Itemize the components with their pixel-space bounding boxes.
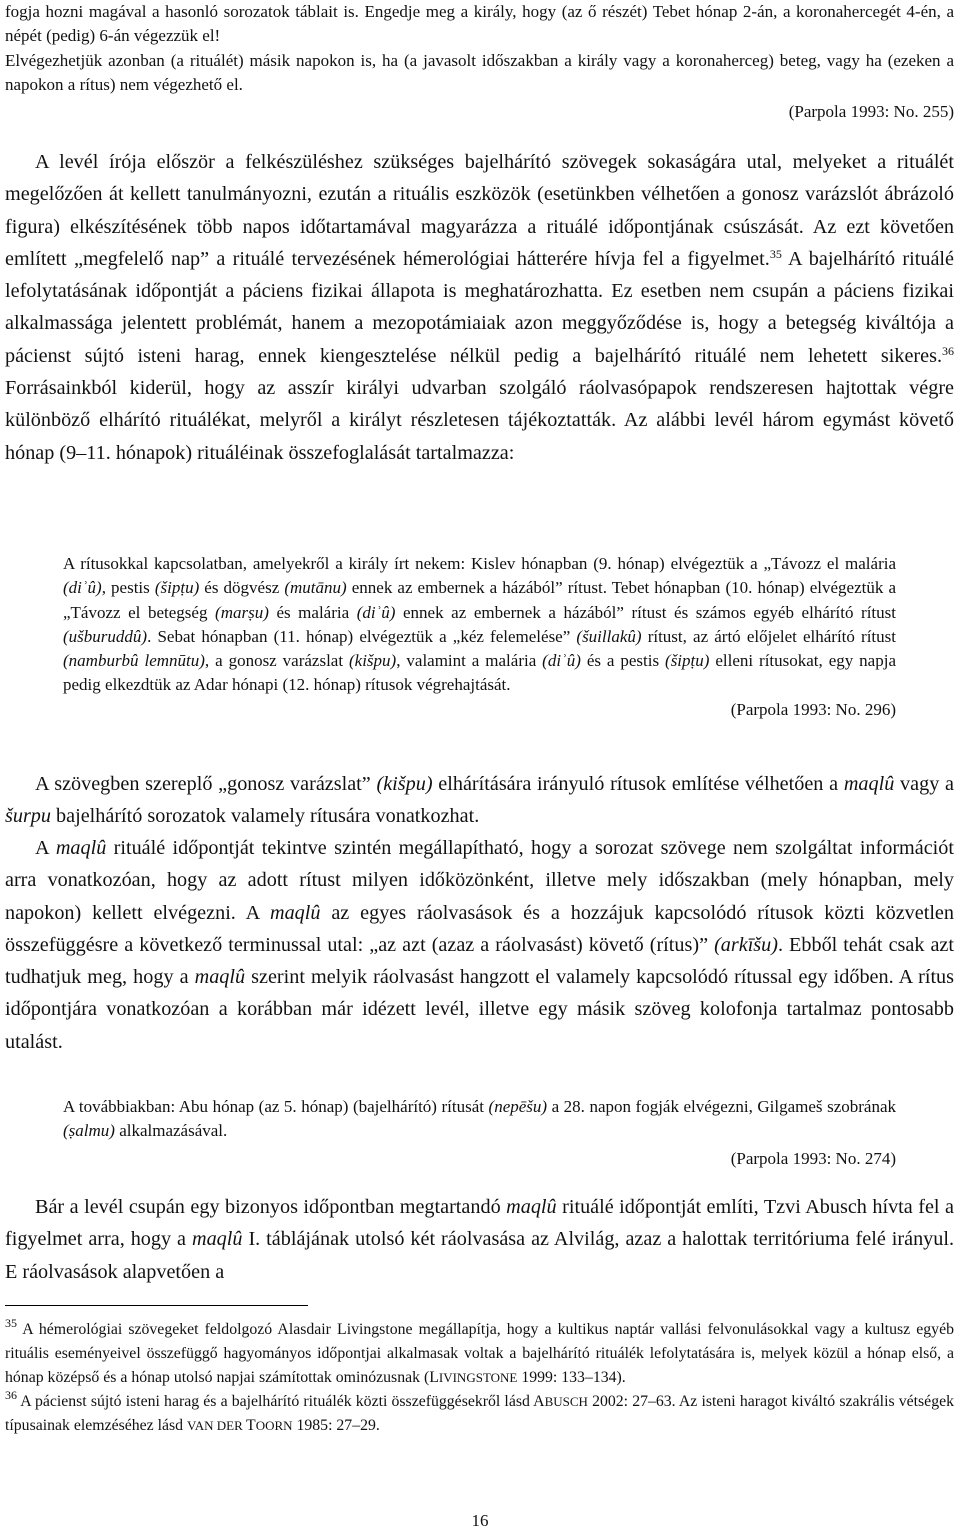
footnote-number-35: 35	[5, 1316, 17, 1330]
top-quote-citation: (Parpola 1993: No. 255)	[788, 101, 954, 121]
letter-quote-274	[63, 1095, 896, 1171]
paragraph-1-part-a: A levél írója először a felkészüléshez szükséges bajelhárító szövegek sokaságára utal, melyeket a rituálét megelőzően át kellett tanulmányozni, ezután a rituális eszközök (esetünkben vélhetően a gonosz varázslót ábrázoló figura) elkészítésének több napos időtartamával magyarázza a rituálé időpontjának csúszását. Az ezt követően említett „megfelelő nap” a rituálé tervezésének hémerológiai hátterére hívja fel a figyelmet.	[5, 151, 954, 270]
page-number: 16	[471, 1511, 489, 1530]
footnote-ref-35[interactable]: 35	[769, 246, 782, 261]
paragraph-2: A szövegben szereplő „gonosz varázslat” (kišpu) elhárítására irányuló rítusok említése vélhetően a maqlû vagy a šurpu bajelhárító sorozatok valamely rítusára vonatkozhat.	[5, 773, 954, 828]
top-quote-text-2: Elvégezhetjük azonban (a rituálét) másik napokon is, ha (a javasolt időszakban a király vagy a koronaherceg) beteg, vagy ha (ezeken a napokon a rítus) nem végezhető el.	[5, 50, 954, 95]
paragraph-3: A maqlû rituálé időpontját tekintve szintén megállapítható, hogy a sorozat szövege nem szolgáltat információt arra vonatkozóan, hogy az adott rítust milyen időközönként, illetve mely időszakban (mely hónapban, mely napokon) kellett elvégezni. A maqlû az egyes ráolvasások és a hozzájuk kapcsolódó rítusok közti közvetlen összefüggésre a következő terminussal utal: „az azt (azaz a ráolvasást) követő (rítus)” (arkīšu). Ebből tehát csak azt tudhatjuk meg, hogy a maqlû szerint melyik ráolvasást hangzott el valamely kapcsolódó rítussal egy időben. A rítus időpontjára vonatkozóan a korábban már idézett levél, illetve egy másik szöveg kolofonja tartalmaz pontosabb utalást.	[5, 837, 954, 1053]
paragraph-4: Bár a levél csupán egy bizonyos időpontban megtartandó maqlû rituálé időpontját említi, Tzvi Abusch hívta fel a figyelmet arra, hogy a maqlû I. táblájának utolsó két ráolvasása az Alvilág, azaz a halottak territóriuma felé irányul. E ráolvasások alapvetően a	[5, 1196, 955, 1283]
paragraph-1	[5, 146, 954, 469]
footnote-ref-36[interactable]: 36	[942, 343, 954, 358]
letter-quote-296	[63, 552, 896, 722]
paragraph-1-part-c: Forrásainkból kiderül, hogy az asszír királyi udvarban szolgáló ráolvasópapok rendszeresen hajtottak végre különböző elhárító rituálékat, melyről a királyt részletesen tájékoztatták. Az alábbi levél három egymást követő hónap (9–11. hónapok) rituáléinak összefoglalását tartalmazza:	[5, 377, 954, 464]
footnotes	[5, 1318, 954, 1438]
letter-quote-274-citation: (Parpola 1993: No. 274)	[730, 1148, 896, 1168]
letter-quote-296-citation: (Parpola 1993: No. 296)	[730, 699, 896, 719]
paragraph-1-part-b: A bajelhárító rituálé lefolytatásának időpontját a páciens fizikai állapota is meghatározhatta. Ez esetben nem csupán a páciens fizikai alkalmassága jelentett problémát, hanem a mezopotámiaiak azon meggyőződése is, hogy a betegség kiváltója a pácienst sújtó isteni harag, ennek kiengesztelése nélkül pedig a bajelhárító rituálé nem lehetett sikeres.	[5, 247, 954, 367]
footnote-36: $^{36}$ A pácienst sújtó isteni harag és a bajelhárító rituálék közti összefüggésekről lásd ABUSCH 2002: 27–63. Az isteni haragot kiváltó szakrális vétségek típusainak elemzéséhez lásd VAN DER TOORN 1985: 27–29.	[5, 1388, 955, 1435]
top-quote	[5, 0, 954, 124]
footnote-35: $^{35}$ A hémerológiai szövegeket feldolgozó Alasdair Livingstone megállapítja, hogy a kultikus naptár vallási felvonulásokkal vagy a kultusz egyéb rituális eseményeivel összefüggő hagyományos időpontjai alkalmasak voltak a bajelhárító rituálék lefolytatására is, melyek közül a hónap első, a hónap középső és a hónap utolsó napjai számítottak ominózusnak (LIVINGSTONE 1999: 133–134).	[5, 1316, 954, 1387]
letter-quote-274-text: A továbbiakban: Abu hónap (az 5. hónap) (bajelhárító) rítusát (nepēšu) a 28. napon fogják elvégezni, Gilgameš szobrának (ṣalmu) alkalmazásával.	[63, 1097, 896, 1141]
letter-quote-296-text: A rítusokkal kapcsolatban, amelyekről a király írt nekem: Kislev hónapban (9. hónap) elvégeztük a „Távozz el malária (diʾû), pestis (šipṭu) és dögvész (mutānu) ennek az embernek a házából” rítust. Tebet hónapban (10. hónap) elvégeztük a „Távozz el betegség (marṣu) és malária (diʾû) ennek az embernek a házából” rítust és számos egyéb elhárító rítust (ušburuddû). Sebat hónapban (11. hónap) elvégeztük a „kéz felemelése” (šuillakû) rítust, az ártó előjelet elhárító rítust (namburbû lemnūtu), a gonosz varázslat (kišpu), valamint a malária (diʾû) és a pestis (šipṭu) elleni rítusokat, egy napja pedig elkezdtük az Adar hónapi (12. hónap) rítusok végrehajtását.	[63, 554, 896, 695]
footnote-number-36: 36	[5, 1388, 17, 1403]
footnote-separator	[5, 1305, 308, 1306]
top-quote-text-1: fogja hozni magával a hasonló sorozatok táblait is. Engedje meg a király, hogy (az ő részét) Tebet hónap 2-án, a koronahercegét 4-én, a népét (pedig) 6-án végezzük el!	[5, 2, 954, 46]
